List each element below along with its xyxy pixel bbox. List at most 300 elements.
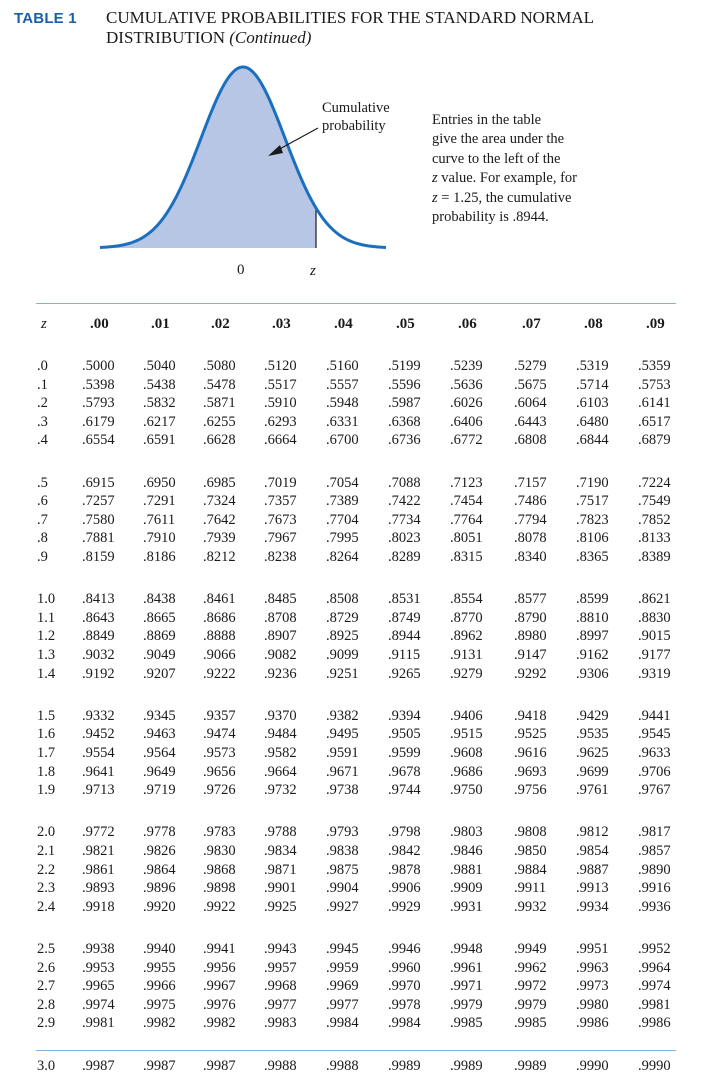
- table-cell: .5080: [203, 358, 236, 374]
- table-cell: .8023: [388, 530, 421, 547]
- table-cell: .9664: [264, 763, 297, 780]
- table-cell: .9988: [264, 1057, 297, 1074]
- table-cell: .5557: [326, 376, 359, 393]
- table-cell: .9177: [638, 647, 671, 663]
- table-cell: .5871: [203, 395, 236, 412]
- table-cell: .8770: [450, 609, 483, 626]
- table-cell: .9946: [388, 941, 421, 957]
- table-cell: .9545: [638, 726, 671, 743]
- table-cell: .9969: [326, 978, 359, 995]
- table-cell: .9957: [264, 959, 297, 976]
- table-cell: .9719: [143, 782, 176, 799]
- table-cell: .6879: [638, 432, 671, 449]
- row-z-value: .2: [37, 395, 48, 412]
- table-cell: .9525: [514, 726, 547, 743]
- table-cell: .9633: [638, 745, 671, 761]
- table-cell: .9452: [82, 726, 115, 743]
- axis-zero-label: 0: [237, 262, 245, 278]
- row-z-value: 1.4: [37, 665, 56, 682]
- table-cell: .9515: [450, 726, 483, 743]
- row-z-value: 3.0: [37, 1057, 56, 1074]
- note-line: curve to the left of the: [432, 150, 561, 167]
- table-cell: .9778: [143, 824, 176, 841]
- table-cell: .6103: [576, 395, 609, 412]
- row-z-value: 2.8: [37, 996, 56, 1013]
- table-cell: .7939: [203, 530, 236, 547]
- table-cell: .6141: [638, 395, 671, 412]
- table-cell: .9641: [82, 763, 115, 780]
- table-cell: .8186: [143, 549, 176, 565]
- table-cell: .9932: [514, 898, 547, 915]
- table-cell: .7224: [638, 474, 671, 491]
- table-cell: .9699: [576, 763, 609, 780]
- table-cell: .5753: [638, 376, 671, 393]
- table-cell: .8413: [82, 591, 115, 608]
- table-cell: .9936: [638, 898, 671, 915]
- table-cell: .9788: [264, 824, 297, 841]
- column-header: .09: [646, 316, 665, 332]
- table-cell: .8133: [638, 530, 671, 547]
- table-cell: .5675: [514, 376, 547, 393]
- table-cell: .6443: [514, 413, 547, 430]
- table-cell: .9963: [576, 959, 609, 976]
- table-cell: .9706: [638, 763, 671, 780]
- cumulative-label-line-1: Cumulative: [322, 100, 390, 116]
- table-cell: .7611: [143, 511, 176, 528]
- table-cell: .9980: [576, 996, 609, 1013]
- table-cell: .9834: [264, 843, 297, 859]
- title-line-1: CUMULATIVE PROBABILITIES FOR THE STANDARD NORMAL: [106, 8, 595, 27]
- table-cell: .5199: [388, 358, 421, 374]
- table-bottom-rule: [36, 1050, 676, 1051]
- row-z-value: 1.3: [37, 647, 56, 663]
- row-z-value: 2.7: [37, 978, 56, 995]
- note-line: Entries in the table: [432, 112, 542, 128]
- table-cell: .9015: [638, 628, 671, 645]
- table-cell: .9251: [326, 665, 359, 682]
- table-cell: .8962: [450, 628, 483, 645]
- table-cell: .9986: [576, 1015, 609, 1032]
- table-cell: .9573: [203, 745, 236, 761]
- column-header: .06: [458, 316, 477, 332]
- table-cell: .9934: [576, 898, 609, 915]
- table-cell: .9505: [388, 726, 421, 743]
- table-cell: .9920: [143, 898, 176, 915]
- table-cell: .9591: [326, 745, 359, 761]
- table-cell: .9956: [203, 959, 236, 976]
- table-cell: .9922: [203, 898, 236, 915]
- table-cell: .7054: [326, 474, 359, 491]
- table-cell: .8289: [388, 549, 421, 565]
- table-cell: .7794: [514, 511, 547, 528]
- table-cell: .8980: [514, 628, 547, 645]
- table-cell: .9945: [326, 941, 359, 957]
- table-cell: .8508: [326, 591, 359, 608]
- table-cell: .9868: [203, 861, 236, 878]
- table-cell: .5948: [326, 395, 359, 412]
- table-cell: .9970: [388, 978, 421, 995]
- table-cell: .5120: [264, 358, 297, 374]
- table-cell: .9976: [203, 996, 236, 1013]
- explanatory-note: [432, 111, 622, 227]
- table-cell: .6591: [143, 432, 176, 449]
- table-cell: .9656: [203, 763, 236, 780]
- row-z-value: 1.8: [37, 763, 56, 780]
- column-header: .04: [334, 316, 353, 332]
- table-cell: .9826: [143, 843, 176, 859]
- table-cell: .9987: [203, 1057, 236, 1074]
- table-cell: .9713: [82, 782, 115, 799]
- table-cell: .7910: [143, 530, 176, 547]
- table-cell: .8554: [450, 591, 483, 608]
- table-cell: .8051: [450, 530, 483, 547]
- table-cell: .6064: [514, 395, 547, 412]
- row-z-value: .3: [37, 413, 48, 430]
- table-cell: .5832: [143, 395, 176, 412]
- table-cell: .6026: [450, 395, 483, 412]
- table-cell: .7357: [264, 493, 297, 510]
- table-cell: .7995: [326, 530, 359, 547]
- table-cell: .9977: [264, 996, 297, 1013]
- table-cell: .9649: [143, 763, 176, 780]
- axis-z-label: z: [310, 263, 316, 279]
- table-cell: .7642: [203, 511, 236, 528]
- table-cell: .9953: [82, 959, 115, 976]
- table-cell: .6554: [82, 432, 115, 449]
- table-cell: .5478: [203, 376, 236, 393]
- table-cell: .9929: [388, 898, 421, 915]
- row-z-value: 2.2: [37, 861, 56, 878]
- row-z-value: 1.2: [37, 628, 56, 645]
- table-cell: .9192: [82, 665, 115, 682]
- table-cell: .9890: [638, 861, 671, 878]
- table-cell: .6217: [143, 413, 176, 430]
- table-cell: .8438: [143, 591, 176, 608]
- table-cell: .9099: [326, 647, 359, 663]
- table-cell: .5987: [388, 395, 421, 412]
- table-cell: .9772: [82, 824, 115, 841]
- table-cell: .6844: [576, 432, 609, 449]
- table-cell: .5636: [450, 376, 483, 393]
- table-cell: .6736: [388, 432, 421, 449]
- table-cell: .9394: [388, 707, 421, 724]
- table-cell: .9599: [388, 745, 421, 761]
- table-cell: .9554: [82, 745, 115, 761]
- table-cell: .7823: [576, 511, 609, 528]
- table-cell: .9966: [143, 978, 176, 995]
- table-cell: .9066: [203, 647, 236, 663]
- table-cell: .9985: [514, 1015, 547, 1032]
- table-cell: .9292: [514, 665, 547, 682]
- table-cell: .6915: [82, 474, 115, 491]
- row-z-value: .9: [37, 549, 48, 565]
- table-cell: .9812: [576, 824, 609, 841]
- table-cell: .9878: [388, 861, 421, 878]
- table-cell: .9904: [326, 880, 359, 897]
- table-cell: .5714: [576, 376, 609, 393]
- table-cell: .9940: [143, 941, 176, 957]
- table-cell: .6255: [203, 413, 236, 430]
- row-z-value: .7: [37, 511, 48, 528]
- table-cell: .5398: [82, 376, 115, 393]
- table-cell: .7967: [264, 530, 297, 547]
- table-cell: .8643: [82, 609, 115, 626]
- row-z-value: .4: [37, 432, 48, 449]
- table-cell: .9875: [326, 861, 359, 878]
- table-cell: .6950: [143, 474, 176, 491]
- table-cell: .7422: [388, 493, 421, 510]
- table-cell: .9147: [514, 647, 547, 663]
- row-z-value: 1.0: [37, 591, 56, 608]
- table-cell: .9952: [638, 941, 671, 957]
- table-cell: .9861: [82, 861, 115, 878]
- table-cell: .7704: [326, 511, 359, 528]
- table-cell: .9913: [576, 880, 609, 897]
- table-cell: .9756: [514, 782, 547, 799]
- table-cell: .7549: [638, 493, 671, 510]
- table-cell: .8997: [576, 628, 609, 645]
- row-z-value: 2.6: [37, 959, 56, 976]
- table-cell: .7580: [82, 511, 115, 528]
- table-cell: .9732: [264, 782, 297, 799]
- table-cell: .9726: [203, 782, 236, 799]
- column-header: .03: [272, 316, 291, 332]
- table-cell: .7673: [264, 511, 297, 528]
- row-z-value: .6: [37, 493, 48, 510]
- table-cell: .8340: [514, 549, 547, 565]
- table-cell: .9429: [576, 707, 609, 724]
- row-z-value: 1.9: [37, 782, 56, 799]
- table-cell: .7852: [638, 511, 671, 528]
- table-cell: .9115: [388, 647, 421, 663]
- table-cell: .8365: [576, 549, 609, 565]
- table-cell: .9961: [450, 959, 483, 976]
- column-header-z: z: [41, 316, 47, 332]
- table-cell: .7088: [388, 474, 421, 491]
- table-cell: .9678: [388, 763, 421, 780]
- table-cell: .8686: [203, 609, 236, 626]
- table-cell: .6664: [264, 432, 297, 449]
- table-cell: .6772: [450, 432, 483, 449]
- table-cell: .5040: [143, 358, 176, 374]
- table-cell: .8790: [514, 609, 547, 626]
- table-cell: .7019: [264, 474, 297, 491]
- table-cell: .9987: [82, 1057, 115, 1074]
- table-cell: .6628: [203, 432, 236, 449]
- table-cell: .6179: [82, 413, 115, 430]
- table-cell: .9032: [82, 647, 115, 663]
- table-cell: .9906: [388, 880, 421, 897]
- table-cell: .9949: [514, 941, 547, 957]
- column-header: .00: [90, 316, 109, 332]
- table-cell: .9898: [203, 880, 236, 897]
- table-cell: .9988: [326, 1057, 359, 1074]
- table-cell: .8264: [326, 549, 359, 565]
- cumulative-probability-label: [322, 99, 390, 135]
- table-cell: .6480: [576, 413, 609, 430]
- table-cell: .6517: [638, 413, 671, 430]
- table-cell: .8238: [264, 549, 297, 565]
- table-cell: .9979: [514, 996, 547, 1013]
- table-cell: .8159: [82, 549, 115, 565]
- table-cell: .7486: [514, 493, 547, 510]
- table-cell: .7190: [576, 474, 609, 491]
- table-cell: .9941: [203, 941, 236, 957]
- table-cell: .5359: [638, 358, 671, 374]
- row-z-value: 2.1: [37, 843, 56, 859]
- title-line-2-main: DISTRIBUTION: [106, 28, 230, 47]
- table-cell: .7764: [450, 511, 483, 528]
- row-z-value: 2.0: [37, 824, 56, 841]
- column-header: .07: [522, 316, 541, 332]
- table-cell: .5793: [82, 395, 115, 412]
- row-z-value: 2.4: [37, 898, 56, 915]
- table-cell: .8869: [143, 628, 176, 645]
- table-cell: .9616: [514, 745, 547, 761]
- table-cell: .9418: [514, 707, 547, 724]
- table-number-label: TABLE 1: [14, 10, 77, 27]
- table-cell: .9817: [638, 824, 671, 841]
- table-cell: .5160: [326, 358, 359, 374]
- table-cell: .7257: [82, 493, 115, 510]
- table-cell: .9909: [450, 880, 483, 897]
- table-cell: .8665: [143, 609, 176, 626]
- table-cell: .9535: [576, 726, 609, 743]
- table-cell: .9474: [203, 726, 236, 743]
- table-cell: .5517: [264, 376, 297, 393]
- table-cell: .8907: [264, 628, 297, 645]
- table-cell: .9981: [82, 1015, 115, 1032]
- table-cell: .9761: [576, 782, 609, 799]
- table-cell: .9864: [143, 861, 176, 878]
- table-cell: .9463: [143, 726, 176, 743]
- table-cell: .9279: [450, 665, 483, 682]
- table-cell: .9857: [638, 843, 671, 859]
- table-cell: .9978: [388, 996, 421, 1013]
- column-header: .01: [151, 316, 170, 332]
- table-cell: .9948: [450, 941, 483, 957]
- table-cell: .9332: [82, 707, 115, 724]
- table-cell: .9357: [203, 707, 236, 724]
- table-cell: .9495: [326, 726, 359, 743]
- row-z-value: 2.5: [37, 941, 56, 957]
- table-cell: .8888: [203, 628, 236, 645]
- table-cell: .9986: [638, 1015, 671, 1032]
- table-cell: .9989: [388, 1057, 421, 1074]
- table-cell: .9911: [514, 880, 547, 897]
- row-z-value: .8: [37, 530, 48, 547]
- table-cell: .9916: [638, 880, 671, 897]
- title-continued: (Continued): [229, 28, 312, 47]
- table-cell: .9959: [326, 959, 359, 976]
- table-cell: .6808: [514, 432, 547, 449]
- table-cell: .5319: [576, 358, 609, 374]
- table-cell: .9990: [638, 1057, 671, 1074]
- table-cell: .8621: [638, 591, 671, 608]
- column-header: .02: [211, 316, 230, 332]
- table-cell: .9564: [143, 745, 176, 761]
- table-cell: .9990: [576, 1057, 609, 1074]
- table-cell: .9960: [388, 959, 421, 976]
- table-cell: .9082: [264, 647, 297, 663]
- cumulative-area-fill: [100, 67, 316, 248]
- table-cell: .8315: [450, 549, 483, 565]
- table-cell: .9406: [450, 707, 483, 724]
- column-header: .08: [584, 316, 603, 332]
- table-cell: .9767: [638, 782, 671, 799]
- table-cell: .9887: [576, 861, 609, 878]
- table-cell: .9985: [450, 1015, 483, 1032]
- table-cell: .9854: [576, 843, 609, 859]
- table-cell: .9982: [143, 1015, 176, 1032]
- table-cell: .9803: [450, 824, 483, 841]
- normal-curve-figure: [0, 0, 714, 300]
- table-cell: .9783: [203, 824, 236, 841]
- table-cell: .9881: [450, 861, 483, 878]
- row-z-value: .1: [37, 376, 48, 393]
- table-cell: .9306: [576, 665, 609, 682]
- table-cell: .9842: [388, 843, 421, 859]
- table-cell: .5239: [450, 358, 483, 374]
- table-cell: .9943: [264, 941, 297, 957]
- table-cell: .9893: [82, 880, 115, 897]
- row-z-value: 2.3: [37, 880, 56, 897]
- table-cell: .9971: [450, 978, 483, 995]
- table-cell: .9973: [576, 978, 609, 995]
- table-cell: .9798: [388, 824, 421, 841]
- table-cell: .9808: [514, 824, 547, 841]
- table-cell: .9967: [203, 978, 236, 995]
- column-header: .05: [396, 316, 415, 332]
- table-cell: .9951: [576, 941, 609, 957]
- table-cell: .7123: [450, 474, 483, 491]
- table-cell: .9984: [388, 1015, 421, 1032]
- table-cell: .9984: [326, 1015, 359, 1032]
- table-cell: .8925: [326, 628, 359, 645]
- table-cell: .9131: [450, 647, 483, 663]
- table-cell: .7881: [82, 530, 115, 547]
- table-cell: .7291: [143, 493, 176, 510]
- table-cell: .7454: [450, 493, 483, 510]
- table-cell: .9671: [326, 763, 359, 780]
- table-cell: .9222: [203, 665, 236, 682]
- table-cell: .9821: [82, 843, 115, 859]
- table-cell: .9686: [450, 763, 483, 780]
- table-cell: .7517: [576, 493, 609, 510]
- table-cell: .9983: [264, 1015, 297, 1032]
- table-cell: .8749: [388, 609, 421, 626]
- table-cell: .8577: [514, 591, 547, 608]
- note-line: z = 1.25, the cumulative: [432, 189, 572, 206]
- table-cell: .9931: [450, 898, 483, 915]
- table-cell: .9738: [326, 782, 359, 799]
- table-cell: .6331: [326, 413, 359, 430]
- table-cell: .9981: [638, 996, 671, 1013]
- table-cell: .8531: [388, 591, 421, 608]
- table-cell: .6293: [264, 413, 297, 430]
- table-cell: .9838: [326, 843, 359, 859]
- table-cell: .9964: [638, 959, 671, 976]
- table-cell: .9484: [264, 726, 297, 743]
- table-cell: .9693: [514, 763, 547, 780]
- table-cell: .9979: [450, 996, 483, 1013]
- table-cell: .9830: [203, 843, 236, 859]
- table-cell: .9162: [576, 647, 609, 663]
- table-cell: .8830: [638, 609, 671, 626]
- table-cell: .5000: [82, 358, 115, 374]
- table-cell: .9625: [576, 745, 609, 761]
- table-cell: .9441: [638, 707, 671, 724]
